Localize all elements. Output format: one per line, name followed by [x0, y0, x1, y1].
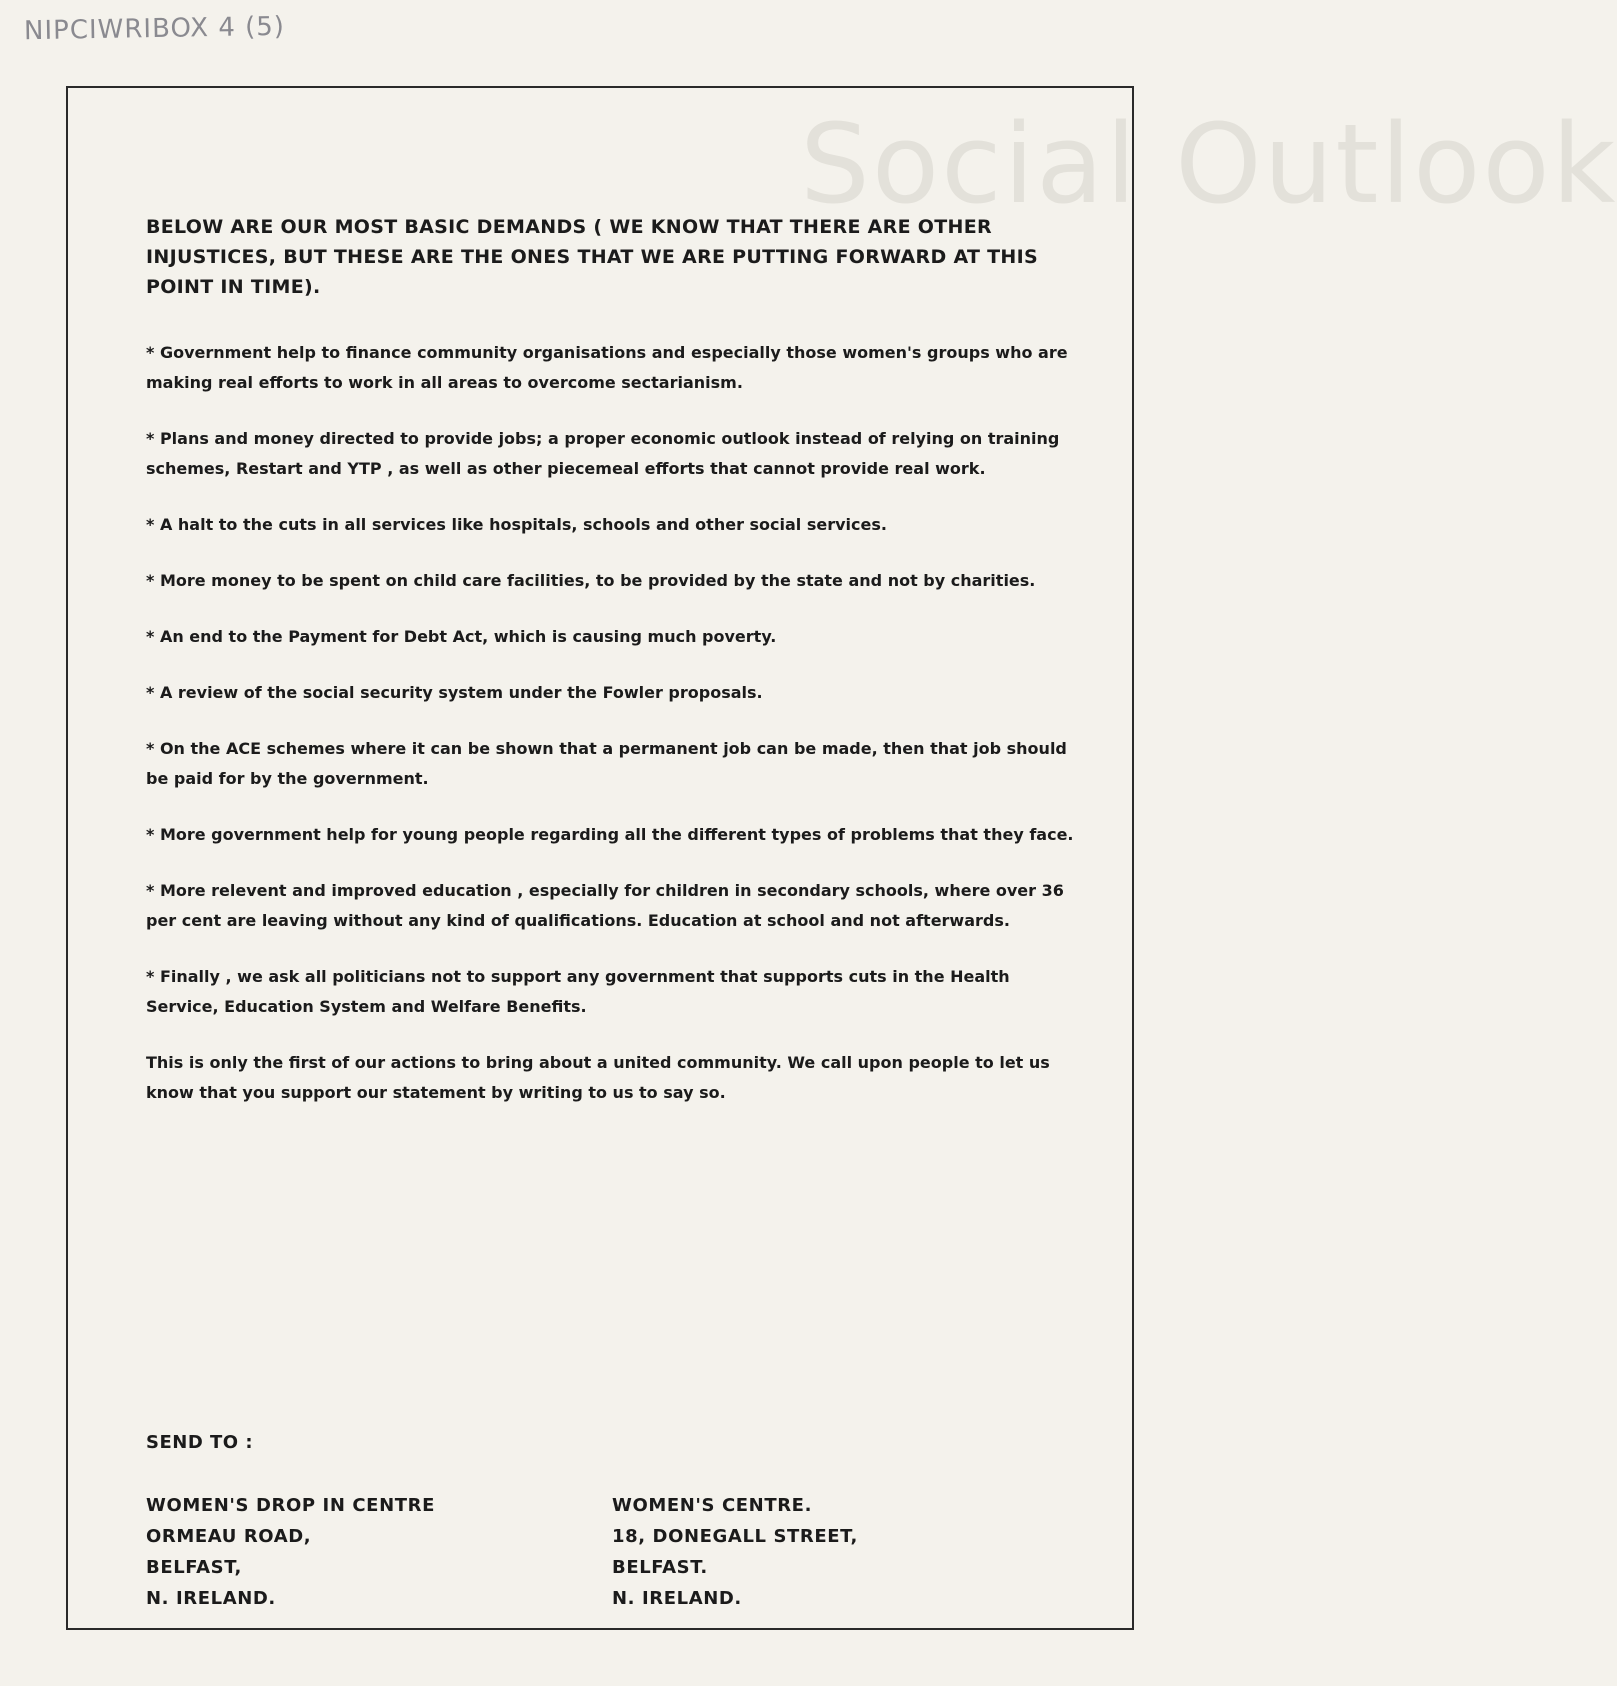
address-line: ORMEAU ROAD, — [146, 1526, 312, 1547]
show-through-title: Social Outlook — [800, 100, 1617, 228]
address-line: WOMEN'S CENTRE. — [612, 1495, 813, 1516]
demand-item: * Government help to finance community organisations and especially those women's groups who are making real efforts to work in all areas to overcome sectarianism. — [146, 343, 1068, 392]
demand-item: * More money to be spent on child care facilities, to be provided by the state and not by charities. — [146, 571, 1036, 590]
demand-item: * Plans and money directed to provide jobs; a proper economic outlook instead of relying on training schemes, Restart and YTP , as well as other piecemeal efforts that cannot provide real work. — [146, 429, 1060, 478]
address-line: BELFAST. — [612, 1557, 708, 1578]
document-body — [146, 212, 1076, 1108]
intro-heading: BELOW ARE OUR MOST BASIC DEMANDS ( WE KNOW THAT THERE ARE OTHER INJUSTICES, BUT THESE ARE THE ONES THAT WE ARE PUTTING FORWARD AT THIS POINT IN TIME). — [146, 216, 1038, 298]
demands-list — [146, 338, 1076, 1022]
address-line: N. IRELAND. — [146, 1588, 276, 1609]
address-line: 18, DONEGALL STREET, — [612, 1526, 858, 1547]
address-line: N. IRELAND. — [612, 1588, 742, 1609]
demand-item: * A review of the social security system under the Fowler proposals. — [146, 683, 763, 702]
send-to-label: SEND TO : — [146, 1432, 254, 1453]
closing-statement: This is only the first of our actions to bring about a united community. We call upon people to let us know that you support our statement by writing to us to say so. — [146, 1053, 1050, 1102]
demand-item: * An end to the Payment for Debt Act, which is causing much poverty. — [146, 627, 777, 646]
demand-item: * A halt to the cuts in all services like hospitals, schools and other social services. — [146, 515, 887, 534]
demand-item: * Finally , we ask all politicians not to support any government that supports cuts in the Health Service, Education System and Welfare Benefits. — [146, 967, 1010, 1016]
demand-item: * More government help for young people regarding all the different types of problems that they face. — [146, 825, 1074, 844]
archive-reference: NIPCIWRIBOX 4 (5) — [23, 11, 286, 47]
address-womens-centre — [612, 1490, 858, 1614]
demand-item: * More relevent and improved education , especially for children in secondary schools, where over 36 per cent are leaving without any kind of qualifications. Education at school and not afterwards. — [146, 881, 1064, 930]
address-line: WOMEN'S DROP IN CENTRE — [146, 1495, 435, 1516]
demand-item: * On the ACE schemes where it can be shown that a permanent job can be made, then that job should be paid for by the government. — [146, 739, 1067, 788]
address-drop-in-centre — [146, 1490, 435, 1614]
address-line: BELFAST, — [146, 1557, 242, 1578]
